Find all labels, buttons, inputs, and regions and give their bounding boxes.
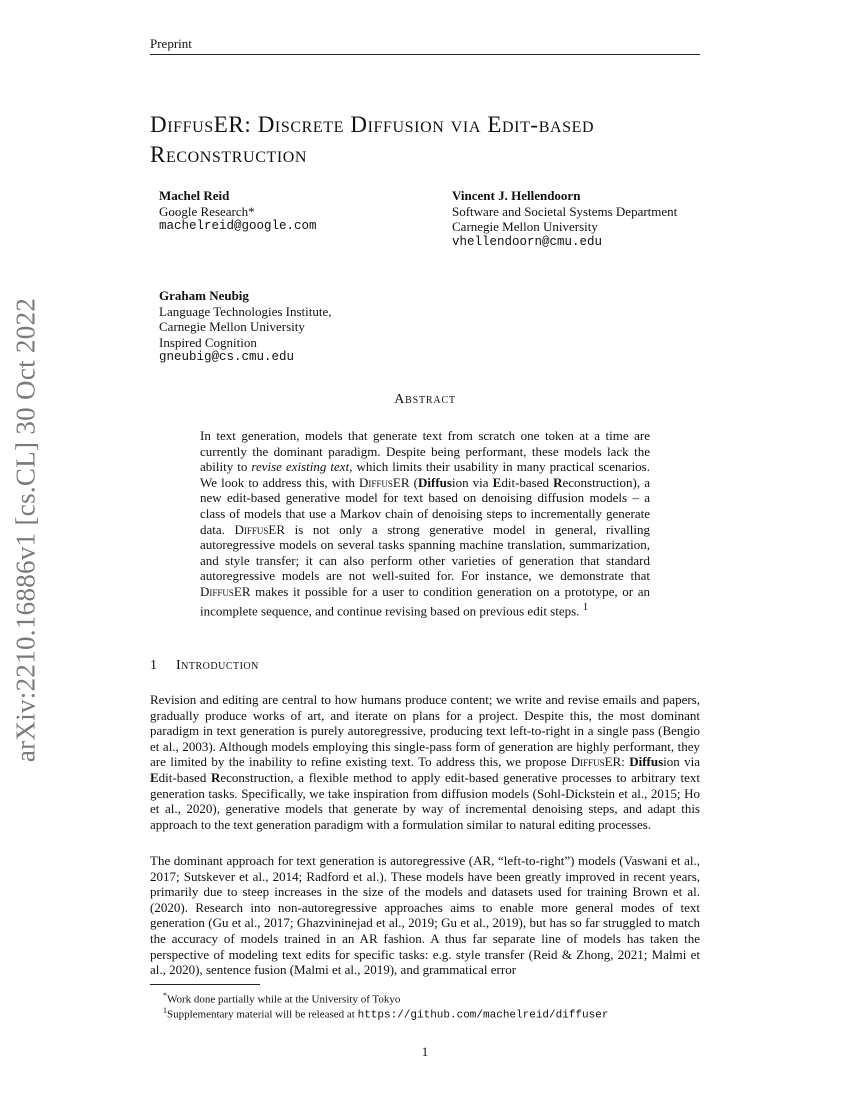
paper-title bbox=[150, 110, 710, 170]
intro-paragraph-2: The dominant approach for text generation is autoregressive (AR, “left-to-right”) models (Vaswani et al., 2017; Sutskever et al., 2014; Radford et al.). These models have been greatly improved in recent years, primarily due to steep increases in the size of the models and datasets used for training Brown et al. (2020). Research into non-autoregressive approaches aims to enable more general modes of text generation (Gu et al., 2017; Ghazvininejad et al., 2019; Gu et al., 2019), but has so far struggled to match the accuracy of models trained in an AR fashion. A thus far separate line of models has taken the perspective of modeling text edits for specific tasks: e.g. style transfer (Reid & Zhong, 2021; Malmi et al., 2020), sentence fusion (Malmi et al., 2019), and grammatical error bbox=[150, 853, 700, 978]
author-email: machelreid@google.com bbox=[159, 219, 317, 233]
author-name: Graham Neubig bbox=[159, 288, 249, 303]
page-number: 1 bbox=[421, 1044, 429, 1059]
footnote-star: *Work done partially while at the University of Tokyo bbox=[163, 991, 401, 1006]
author-affiliation: Google Research* bbox=[159, 203, 255, 219]
title-line-2: Reconstruction bbox=[150, 142, 308, 167]
title-line-1: DiffusER: Discrete Diffusion via Edit-based bbox=[150, 112, 595, 137]
author-affiliation: Carnegie Mellon University bbox=[159, 319, 305, 334]
abstract-heading: Abstract bbox=[394, 392, 456, 407]
author-affiliation: Language Technologies Institute, bbox=[159, 303, 332, 319]
author-block-reid bbox=[159, 188, 317, 235]
author-affiliation: Software and Societal Systems Department bbox=[452, 203, 678, 219]
section-heading-introduction: 1 Introduction bbox=[150, 658, 259, 673]
author-email: gneubig@cs.cmu.edu bbox=[159, 350, 295, 364]
abstract-text: In text generation, models that generate text from scratch one token at a time are currently the dominant paradigm. Despite being performant, these models lack the ability to revise existing text, which limits their usability in many practical scenarios. We look to address this, with DiffusER (Diffusion via Edit-based Reconstruction), a new edit-based generative model for text based on denoising diffusion models – a class of models that use a Markov chain of denoising steps to incrementally generate data. DiffusER is not only a strong generative model in general, rivalling autoregressive models on several tasks spanning machine translation, summarization, and style transfer; it can also perform other varieties of generation that standard autoregressive models are not well-suited for. For instance, we demonstrate that DiffusER makes it possible for a user to condition generation on a prototype, or an incomplete sequence, and continue revising based on previous edit steps. $^1$ bbox=[200, 428, 651, 618]
supplementary-link[interactable]: https://github.com/machelreid/diffuser bbox=[357, 1009, 609, 1022]
author-name: Machel Reid bbox=[159, 188, 230, 203]
header-rule bbox=[150, 54, 700, 55]
arxiv-sidebar bbox=[4, 297, 48, 763]
footnote-ref[interactable]: 1 bbox=[582, 600, 589, 613]
intro-paragraph-1: Revision and editing are central to how humans produce content; we write and revise emails and papers, gradually produce works of art, and iterate on plans for a project. Despite this, the most dominant paradigm in text generation is purely autoregressive, producing text left-to-right in a single pass (Bengio et al., 2003). Although models employing this single-pass form of generation are highly performant, they are limited by the inability to refine existing text. To address this, we propose DiffusER: Diffusion via Edit-based Reconstruction, a flexible method to apply edit-based generative processes to arbitrary text generation tasks. Specifically, we take inspiration from diffusion models (Sohl-Dickstein et al., 2015; Ho et al., 2020), generative models that generate by way of incremental denoising steps, and adapt this approach to the text generation paradigm with a formulation similar to natural editing processes. bbox=[150, 692, 700, 832]
author-block-hellendoorn bbox=[452, 188, 677, 250]
author-affiliation: Carnegie Mellon University bbox=[452, 219, 598, 234]
author-block-neubig bbox=[159, 288, 332, 366]
running-header: Preprint bbox=[150, 36, 192, 51]
footnote-rule bbox=[150, 984, 260, 985]
author-affiliation: Inspired Cognition bbox=[159, 334, 257, 350]
author-email: vhellendoorn@cmu.edu bbox=[452, 234, 603, 249]
arxiv-identifier: arXiv:2210.16886v1 [cs.CL] 30 Oct 2022 bbox=[10, 297, 41, 763]
author-name: Vincent J. Hellendoorn bbox=[452, 188, 581, 203]
footnote-1: $^1$Supplementary material will be released at https://github.com/machelreid/diffuser bbox=[163, 1006, 609, 1022]
